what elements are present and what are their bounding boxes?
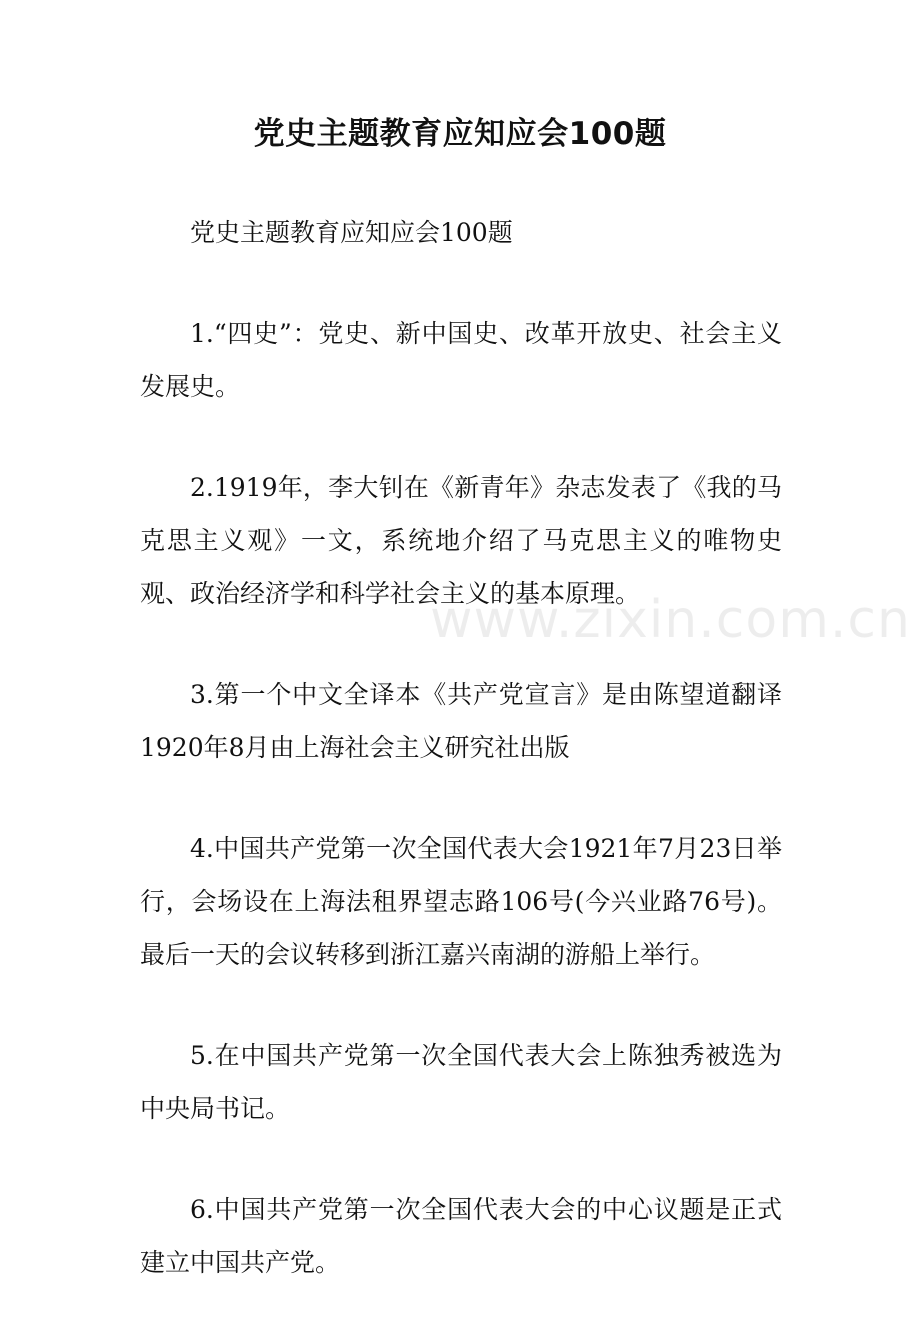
item-2: 2.1919年，李大钊在《新青年》杂志发表了《我的马克思主义观》一文，系统地介绍了马克思主义的唯物史观、政治经济学和科学社会主义的基本原理。 <box>140 473 782 608</box>
document-subtitle: 党史主题教育应知应会100题 <box>190 218 513 247</box>
item-6: 6.中国共产党第一次全国代表大会的中心议题是正式建立中国共产党。 <box>140 1195 782 1277</box>
item-5: 5.在中国共产党第一次全国代表大会上陈独秀被选为中央局书记。 <box>140 1041 782 1123</box>
item-1: 1.“四史”：党史、新中国史、改革开放史、社会主义发展史。 <box>140 319 782 401</box>
watermark: www.zixin.com.cn <box>430 590 911 650</box>
item-3: 3.第一个中文全译本《共产党宣言》是由陈望道翻译1920年8月由上海社会主义研究社出版 <box>140 680 782 762</box>
item-4: 4.中国共产党第一次全国代表大会1921年7月23日举行，会场设在上海法租界望志路106号(今兴业路76号)。最后一天的会议转移到浙江嘉兴南湖的游船上举行。 <box>140 834 782 969</box>
document-title: 党史主题教育应知应会100题 <box>253 116 667 152</box>
document-body <box>140 206 782 1337</box>
